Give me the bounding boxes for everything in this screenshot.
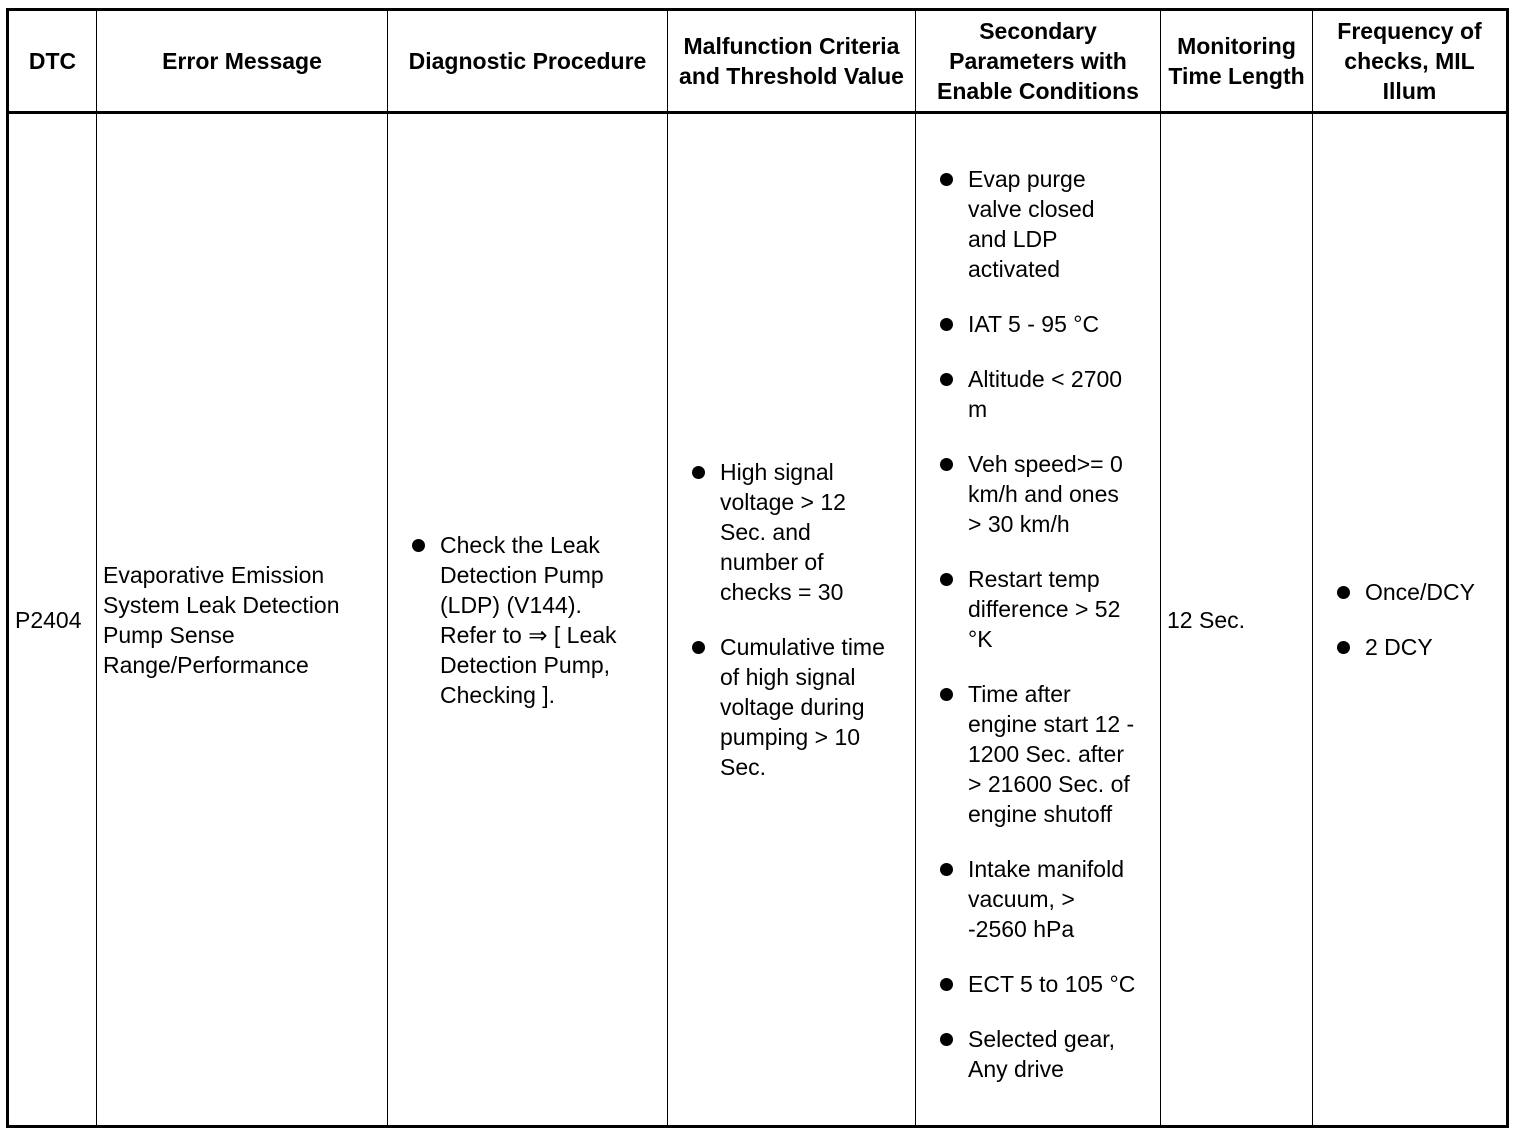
bullet-icon — [940, 173, 953, 186]
list-item-text: High signal voltage > 12 Sec. and number of checks = 30 — [720, 459, 846, 605]
cell-dtc: P2404 — [8, 113, 97, 1127]
cell-frequency — [1313, 113, 1508, 1127]
bullet-icon — [412, 539, 425, 552]
list-item — [938, 564, 1138, 654]
bullet-icon — [940, 458, 953, 471]
list-item-text: Time after engine start 12 - 1200 Sec. after > 21600 Sec. of engine shutoff — [968, 680, 1135, 827]
list-item — [938, 854, 1138, 944]
header-row — [8, 10, 1508, 113]
list-item-text: Selected gear, Any drive — [968, 1025, 1116, 1082]
diagnostic-procedure-list — [394, 530, 640, 710]
bullet-icon — [692, 641, 705, 654]
list-item-text: Cumulative time of high signal voltage during pumping > 10 Sec. — [720, 634, 885, 780]
list-item — [938, 969, 1138, 999]
bullet-icon — [940, 978, 953, 991]
malfunction-criteria-list — [674, 457, 895, 782]
bullet-icon — [1337, 586, 1350, 599]
cell-error-message: Evaporative Emission System Leak Detection Pump Sense Range/Performance — [97, 113, 388, 1127]
list-item — [410, 530, 640, 710]
list-item — [938, 164, 1138, 284]
list-item — [938, 449, 1138, 539]
list-item — [1335, 577, 1500, 607]
list-item-text: Restart temp difference > 52 °K — [968, 565, 1121, 652]
header-secondary-parameters: Secondary Parameters with Enable Conditions — [916, 10, 1161, 113]
secondary-parameters-list — [922, 164, 1138, 1084]
header-error-message: Error Message — [97, 10, 388, 113]
bullet-icon — [940, 688, 953, 701]
list-item-text: Veh speed>= 0 km/h and ones > 30 km/h — [968, 450, 1123, 537]
bullet-icon — [1337, 641, 1350, 654]
list-item — [938, 364, 1138, 424]
list-item-text: Intake manifold vacuum, > -2560 hPa — [968, 855, 1124, 942]
list-item-text: Check the Leak Detection Pump (LDP) (V144). Refer to ⇒ [ Leak Detection Pump, Checking ]. — [440, 531, 617, 708]
bullet-icon — [692, 466, 705, 479]
list-item-text: Once/DCY — [1365, 579, 1475, 605]
bullet-icon — [940, 373, 953, 386]
bullet-icon — [940, 1033, 953, 1046]
list-item — [938, 1024, 1138, 1084]
bullet-icon — [940, 318, 953, 331]
cell-diagnostic-procedure — [388, 113, 668, 1127]
list-item — [1335, 632, 1500, 662]
header-malfunction-criteria: Malfunction Criteria and Threshold Value — [668, 10, 916, 113]
list-item — [938, 309, 1138, 339]
bullet-icon — [940, 863, 953, 876]
cell-secondary-parameters — [916, 113, 1161, 1127]
cell-monitoring-time: 12 Sec. — [1161, 113, 1313, 1127]
bullet-icon — [940, 573, 953, 586]
header-diagnostic-procedure: Diagnostic Procedure — [388, 10, 668, 113]
list-item-text: 2 DCY — [1365, 634, 1433, 660]
header-frequency: Frequency of checks, MIL Illum — [1313, 10, 1508, 113]
list-item — [690, 457, 895, 607]
header-monitoring-time: Monitoring Time Length — [1161, 10, 1313, 113]
list-item-text: IAT 5 - 95 °C — [968, 310, 1100, 337]
list-item — [938, 679, 1138, 829]
list-item — [690, 632, 895, 782]
dtc-table — [6, 8, 1509, 1128]
header-dtc: DTC — [8, 10, 97, 113]
cell-malfunction-criteria — [668, 113, 916, 1127]
list-item-text: Evap purge valve closed and LDP activated — [968, 165, 1095, 282]
list-item-text: ECT 5 to 105 °C — [968, 970, 1136, 997]
frequency-list — [1319, 577, 1500, 662]
list-item-text: Altitude < 2700 m — [968, 365, 1123, 422]
table-row — [8, 113, 1508, 1127]
